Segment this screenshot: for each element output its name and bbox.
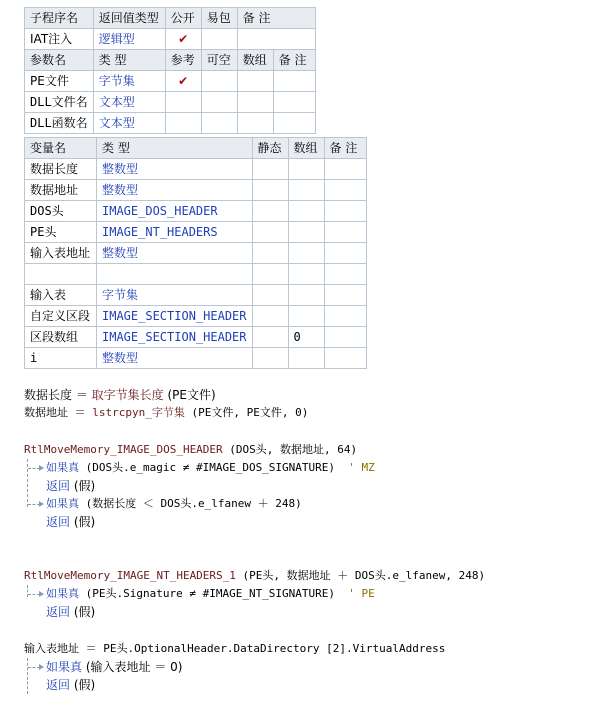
keyword-return: 返回 — [46, 479, 71, 493]
variable-header-row — [25, 138, 367, 159]
function-call: lstrcpyn_字节集 — [92, 406, 185, 419]
var-name-cell[interactable]: 数据地址 — [25, 180, 97, 201]
easy-pkg-cell[interactable] — [201, 29, 237, 50]
keyword-return: 返回 — [46, 678, 71, 692]
header-param-name: 参数名 — [25, 50, 94, 71]
header-easy-pkg: 易包 — [201, 8, 237, 29]
var-array-cell[interactable] — [288, 306, 324, 327]
public-check-icon[interactable]: ✔ — [165, 29, 201, 50]
var-remark-cell[interactable] — [324, 306, 366, 327]
header-param-remark: 备 注 — [273, 50, 315, 71]
flow-guide-line — [27, 658, 28, 694]
var-name-cell[interactable]: i — [25, 348, 97, 369]
var-static-cell[interactable] — [252, 306, 288, 327]
param-ref-cell[interactable] — [165, 113, 201, 134]
code-line[interactable]: 返回 (假) — [46, 678, 96, 692]
keyword-if: 如果真 — [46, 587, 79, 600]
var-remark-cell[interactable] — [324, 222, 366, 243]
var-static-cell[interactable] — [252, 222, 288, 243]
var-remark-cell[interactable] — [324, 264, 366, 285]
header-remark: 备 注 — [237, 8, 315, 29]
header-param-nullable: 可空 — [201, 50, 237, 71]
subroutine-header-row — [25, 8, 316, 29]
var-array-cell[interactable] — [288, 180, 324, 201]
var-type-cell[interactable]: IMAGE_SECTION_HEADER — [97, 327, 253, 348]
var-type-cell[interactable]: 整数型 — [97, 159, 253, 180]
header-var-array: 数组 — [288, 138, 324, 159]
param-remark-cell[interactable] — [273, 92, 315, 113]
param-row[interactable] — [25, 113, 316, 134]
var-array-cell[interactable] — [288, 348, 324, 369]
code-line[interactable]: RtlMoveMemory_IMAGE_NT_HEADERS_1 (PE头, 数据地址 ＋ DOS头.e_lfanew, 248) — [24, 569, 486, 582]
var-static-cell[interactable] — [252, 285, 288, 306]
flow-guide-line — [27, 459, 28, 507]
code-comment: ' MZ — [335, 461, 375, 474]
code-line[interactable]: 如果真 (PE头.Signature ≠ #IMAGE_NT_SIGNATURE) ' PE — [46, 587, 375, 600]
header-param-array: 数组 — [237, 50, 273, 71]
sub-name-cell[interactable]: IAT注入 — [25, 29, 94, 50]
variable-row[interactable] — [25, 285, 367, 306]
keyword-return: 返回 — [46, 515, 71, 529]
flow-arrow-icon — [28, 468, 40, 469]
var-array-cell[interactable] — [288, 264, 324, 285]
function-call: 取字节集长度 — [91, 388, 164, 402]
code-line[interactable]: RtlMoveMemory_IMAGE_DOS_HEADER (DOS头, 数据地址, 64) — [24, 443, 358, 456]
param-type-cell[interactable]: 字节集 — [93, 71, 165, 92]
var-array-cell[interactable]: 0 — [288, 327, 324, 348]
var-static-cell[interactable] — [252, 180, 288, 201]
param-row[interactable] — [25, 92, 316, 113]
var-array-cell[interactable] — [288, 201, 324, 222]
function-call: RtlMoveMemory_IMAGE_NT_HEADERS_1 — [24, 569, 236, 582]
header-sub-name: 子程序名 — [25, 8, 94, 29]
variable-row[interactable] — [25, 327, 367, 348]
code-line[interactable]: 如果真 (输入表地址 ＝ 0) — [46, 660, 183, 674]
var-array-cell[interactable] — [288, 159, 324, 180]
param-name-cell[interactable]: PE文件 — [25, 71, 94, 92]
var-type-cell[interactable]: IMAGE_NT_HEADERS — [97, 222, 253, 243]
var-type-cell[interactable]: IMAGE_SECTION_HEADER — [97, 306, 253, 327]
variable-row[interactable] — [25, 180, 367, 201]
var-type-cell[interactable]: 整数型 — [97, 348, 253, 369]
var-remark-cell[interactable] — [324, 159, 366, 180]
var-type-cell[interactable]: IMAGE_DOS_HEADER — [97, 201, 253, 222]
var-static-cell[interactable] — [252, 348, 288, 369]
var-name-cell[interactable]: DOS头 — [25, 201, 97, 222]
param-header-row — [25, 50, 316, 71]
var-name-cell[interactable] — [25, 264, 97, 285]
var-remark-cell[interactable] — [324, 327, 366, 348]
code-line[interactable]: 如果真 (数据长度 ＜ DOS头.e_lfanew ＋ 248) — [46, 497, 302, 510]
var-static-cell[interactable] — [252, 264, 288, 285]
var-static-cell[interactable] — [252, 159, 288, 180]
param-nullable-cell[interactable] — [201, 92, 237, 113]
param-nullable-cell[interactable] — [201, 113, 237, 134]
header-public: 公开 — [165, 8, 201, 29]
var-array-cell[interactable] — [288, 243, 324, 264]
header-var-type: 类 型 — [97, 138, 253, 159]
subroutine-row[interactable] — [25, 29, 316, 50]
var-name-cell[interactable]: 输入表 — [25, 285, 97, 306]
code-line[interactable]: 数据长度 ＝ 取字节集长度 (PE文件) — [24, 388, 216, 402]
variable-row[interactable] — [25, 243, 367, 264]
var-static-cell[interactable] — [252, 243, 288, 264]
param-name-cell[interactable]: DLL文件名 — [25, 92, 94, 113]
sub-remark-cell[interactable] — [237, 29, 315, 50]
var-remark-cell[interactable] — [324, 180, 366, 201]
flow-guide-line — [27, 585, 28, 597]
var-static-cell[interactable] — [252, 327, 288, 348]
subroutine-table — [24, 7, 316, 134]
param-remark-cell[interactable] — [273, 71, 315, 92]
param-type-cell[interactable]: 文本型 — [93, 113, 165, 134]
variable-table — [24, 137, 367, 369]
flow-arrow-icon — [28, 594, 40, 595]
header-return-type: 返回值类型 — [93, 8, 165, 29]
header-var-static: 静态 — [252, 138, 288, 159]
var-type-cell[interactable]: 整数型 — [97, 180, 253, 201]
param-remark-cell[interactable] — [273, 113, 315, 134]
param-array-cell[interactable] — [237, 92, 273, 113]
code-line[interactable]: 返回 (假) — [46, 515, 96, 529]
variable-row[interactable] — [25, 264, 367, 285]
var-name-cell[interactable]: PE头 — [25, 222, 97, 243]
code-line[interactable]: 返回 (假) — [46, 479, 96, 493]
var-name-cell[interactable]: 区段数组 — [25, 327, 97, 348]
var-array-cell[interactable] — [288, 285, 324, 306]
param-array-cell[interactable] — [237, 71, 273, 92]
keyword-if: 如果真 — [46, 497, 79, 510]
var-name-cell[interactable]: 数据长度 — [25, 159, 97, 180]
variable-row[interactable] — [25, 348, 367, 369]
code-line[interactable]: 如果真 (DOS头.e_magic ≠ #IMAGE_DOS_SIGNATURE) ' MZ — [46, 461, 375, 474]
param-type-cell[interactable]: 文本型 — [93, 92, 165, 113]
variable-row[interactable] — [25, 306, 367, 327]
param-nullable-cell[interactable] — [201, 71, 237, 92]
code-comment: ' PE — [335, 587, 375, 600]
code-line[interactable]: 数据地址 ＝ lstrcpyn_字节集 (PE文件, PE文件, 0) — [24, 406, 309, 419]
header-var-remark: 备 注 — [324, 138, 366, 159]
code-line[interactable]: 返回 (假) — [46, 605, 96, 619]
var-type-cell[interactable]: 整数型 — [97, 243, 253, 264]
variable-row[interactable] — [25, 159, 367, 180]
var-remark-cell[interactable] — [324, 285, 366, 306]
keyword-if: 如果真 — [46, 660, 83, 674]
keyword-if: 如果真 — [46, 461, 79, 474]
var-type-cell[interactable] — [97, 264, 253, 285]
variable-row[interactable] — [25, 201, 367, 222]
param-ref-check-icon[interactable]: ✔ — [165, 71, 201, 92]
flow-arrow-icon — [28, 667, 40, 668]
param-name-cell[interactable]: DLL函数名 — [25, 113, 94, 134]
function-call: RtlMoveMemory_IMAGE_DOS_HEADER — [24, 443, 223, 456]
var-array-cell[interactable] — [288, 222, 324, 243]
var-remark-cell[interactable] — [324, 348, 366, 369]
var-name-cell[interactable]: 输入表地址 — [25, 243, 97, 264]
var-remark-cell[interactable] — [324, 201, 366, 222]
variable-row[interactable] — [25, 222, 367, 243]
var-remark-cell[interactable] — [324, 243, 366, 264]
keyword-return: 返回 — [46, 605, 71, 619]
var-name-cell[interactable]: 自定义区段 — [25, 306, 97, 327]
sub-return-type-cell[interactable]: 逻辑型 — [93, 29, 165, 50]
param-array-cell[interactable] — [237, 113, 273, 134]
var-static-cell[interactable] — [252, 201, 288, 222]
header-param-type: 类 型 — [93, 50, 165, 71]
code-line[interactable]: 输入表地址 ＝ PE头.OptionalHeader.DataDirectory [2].VirtualAddress — [24, 642, 446, 655]
var-type-cell[interactable]: 字节集 — [97, 285, 253, 306]
flow-arrow-icon — [28, 504, 40, 505]
param-ref-cell[interactable] — [165, 92, 201, 113]
header-param-ref: 参考 — [165, 50, 201, 71]
header-var-name: 变量名 — [25, 138, 97, 159]
param-row[interactable] — [25, 71, 316, 92]
